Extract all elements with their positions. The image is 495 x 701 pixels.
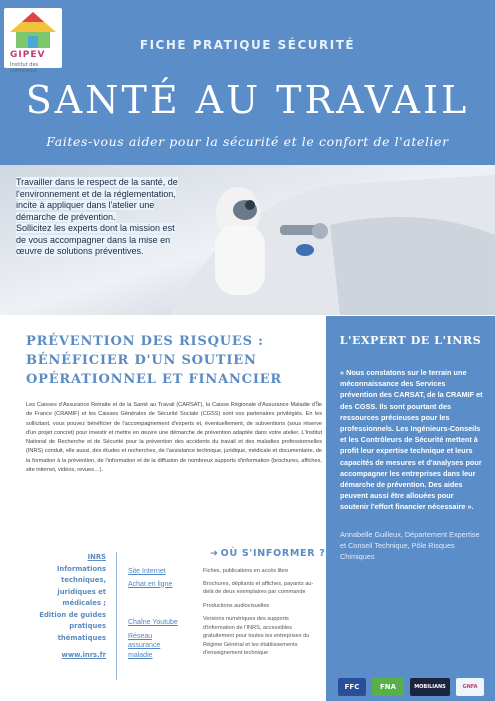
expert-author: Annabelle Guilleux, Département Expertise et Conseil Technique, Pôle Risques Chimiques [340,529,480,562]
logo-text: GIPEV [10,50,46,60]
kicker: FICHE PRATIQUE SÉCURITÉ [139,38,356,52]
inrs-line: Edition de guides [39,610,106,619]
inrs-line: juridiques et [57,587,106,596]
logo-subtext: Institut des carrossiers [10,62,39,74]
intro-paragraph-1: Travailler dans le respect de la santé, de l'environnement et de la réglementation, incite à appliquer dans l'atelier une démarche de prévention. [16,177,178,222]
ffc-logo: FFC [338,678,366,696]
page-title: SANTÉ AU TRAVAIL [25,78,470,122]
link-reseau[interactable]: Réseau [128,632,153,640]
intro-text [16,177,178,258]
link-assurance[interactable]: assurance [128,642,161,649]
prevention-heading: PRÉVENTION DES RISQUES : BÉNÉFICIER D'UN SOUTIEN OPÉRATIONNEL ET FINANCIER [26,334,283,387]
intro-paragraph-2: Sollicitez les experts dont la mission est de vous accompagner dans la mise en œuvre de solutions préventives. [16,223,175,256]
page-subtitle: Faites-vous aider pour la sécurité et le confort de l'atelier [46,134,449,149]
expert-heading: L'EXPERT DE L'INRS [339,334,482,347]
inrs-line: techniques, [61,576,106,584]
desc-reseau: Versions numériques des supports d'information de l'INRS, accessibles gratuitement pour toutes les entreprises du Régime Général et les établissements d'enseignement technique [203,616,310,656]
gnfa-logo: GNFA [456,678,484,696]
desc-site-internet: Fiches, publications en accès libre [203,568,289,574]
inrs-line: Informations [56,564,106,573]
fna-logo: FNA [372,678,404,696]
header-banner [0,0,495,165]
desc-youtube: Productions audiovisuelles [203,602,270,609]
expert-quote: « Nous constatons sur le terrain une méconnaissance des Services prévention des CARSAT, de la CRAMIF et des CGSS. Ils sont pourtant des ressources précieuses pour les professionnels. Les Ingénieurs-Conseils et les Contrôleurs de Sécurité mettent à profit leur expertise technique et leurs capacités de mesures et d'analyses pour accompagner les entreprises dans leur démarche de prévention. Des aides peuvent aussi être allouées pour soutenir l'effort financier nécessaire ». [340,368,483,512]
prevention-section [26,332,322,475]
inrs-title[interactable]: INRS [87,553,106,561]
link-achat-en-ligne[interactable]: Achat en ligne [128,580,173,588]
prevention-body: Les Caisses d'Assurance Retraite et de la Santé au Travail (CARSAT), la Caisse Régionale d'Assurance Maladie d'Île de France (CRAMIF) et les Caisses Générales de Sécurité Sociale (CGSS) sont vos partenaires privilégiés. En les sollicitant, vous pouvez bénéficier de l'accompagnement d'experts et, éventuellement, de subventions (sous réserve d'un projet concret) pour investir et mettre en œuvre une démarche de prévention adaptée dans votre atelier. L'Institut National de Recherche et de Sécurité pour la prévention des accidents du travail et des maladies professionnelles (INRS) conduit, elle aussi, des études et recherches, de l'assistance technique, juridique, médicale et documentaire, de la formation à la prévention, de l'information et de la diffusion de nombreux supports d'information (brochures, affiches, site internet, vidéos, revues…). [26,402,322,474]
inrs-line: médicales ; [62,599,106,607]
arrow-icon: ➜ [210,548,219,559]
resource-links [128,567,198,660]
inrs-line: pratiques [69,622,106,630]
inrs-url-link[interactable]: www.inrs.fr [61,651,106,659]
inrs-line: thématiques [57,633,106,642]
desc-achat-en-ligne: Brochures, dépliants et affiches, payants au-delà de deux exemplaires par commande [203,580,314,595]
link-maladie[interactable]: maladie [128,651,153,659]
expert-panel [326,316,495,701]
inrs-block [26,552,106,662]
divider [116,552,117,680]
resources-heading [210,548,325,559]
resource-descriptions [203,567,321,658]
link-site-internet[interactable]: Site Internet [128,568,166,575]
link-chaine-youtube[interactable]: Chaîne Youtube [128,619,178,626]
mobilians-logo: MOBILIANS [410,678,450,696]
resources-heading-text: OÙ S'INFORMER ? [220,548,326,559]
